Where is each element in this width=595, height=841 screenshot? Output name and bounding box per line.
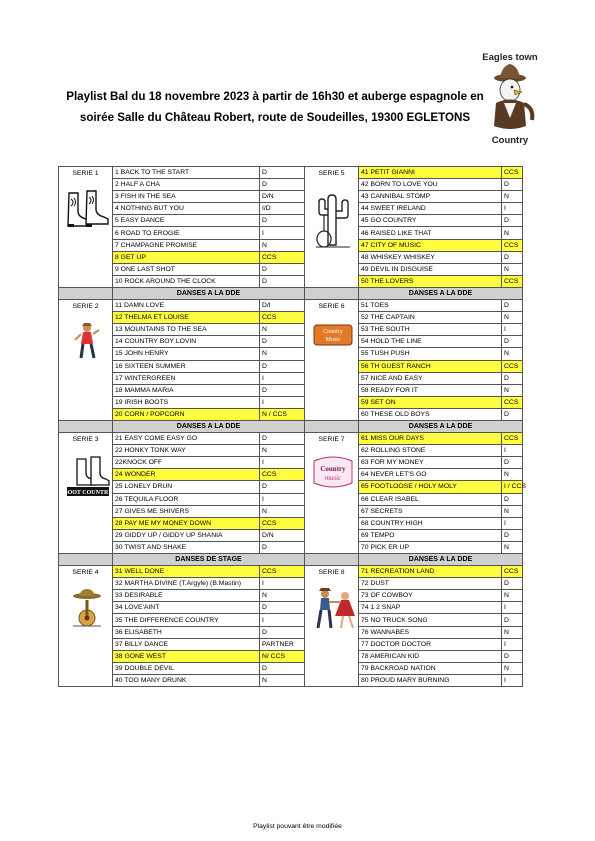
song-title: 17 WINTERGREEN [113, 372, 260, 384]
logo-top-text: Eagles town [482, 52, 538, 63]
footer-note: Playlist pouvant être modifiée [253, 823, 342, 830]
dance-type: I [502, 674, 523, 686]
dance-type: N [502, 505, 523, 517]
table-row [59, 445, 523, 457]
song-title: 50 THE LOVERS [359, 275, 502, 287]
table-row [59, 396, 523, 408]
serie-label [59, 167, 113, 288]
table-row [59, 179, 523, 191]
serie-label [59, 300, 113, 421]
song-title: 71 RECREATION LAND [359, 566, 502, 578]
dance-type: N [260, 239, 305, 251]
song-title: 73 OF COWBOY [359, 590, 502, 602]
dance-type: I [502, 602, 523, 614]
dance-type: D [502, 614, 523, 626]
title-line-1: Playlist Bal du 18 novembre 2023 à partir de 16h30 et auberge espagnole en [66, 90, 484, 103]
song-title: 65 FOOTLOOSE / HOLY MOLY [359, 481, 502, 493]
dance-type: N [502, 626, 523, 638]
playlist-table [58, 166, 526, 687]
table-row [59, 239, 523, 251]
dance-type: N [260, 348, 305, 360]
dance-type: CCS [260, 566, 305, 578]
dance-type: N [502, 227, 523, 239]
song-title: 14 COUNTRY BOY LOVIN [113, 336, 260, 348]
song-title: 79 BACKROAD NATION [359, 662, 502, 674]
dance-type: D [502, 493, 523, 505]
dance-type: N [502, 469, 523, 481]
dance-type: N [502, 263, 523, 275]
song-title: 11 DAMN LOVE [113, 300, 260, 312]
table-row [59, 215, 523, 227]
serie-name: SERIE 4 [72, 569, 99, 577]
country-music-sign-icon [309, 322, 356, 352]
song-title: 80 PROUD MARY BURNING [359, 674, 502, 686]
table-row [59, 578, 523, 590]
table-row [59, 457, 523, 469]
dance-type: D [502, 372, 523, 384]
table-row [59, 336, 523, 348]
song-title: 20 CORN / POPCORN [113, 408, 260, 420]
dance-type: D [260, 481, 305, 493]
song-title: 56 TH GUEST RANCH [359, 360, 502, 372]
dance-type: D [260, 626, 305, 638]
table-row [59, 324, 523, 336]
svg-text:music: music [324, 474, 341, 483]
song-title: 76 WANNABES [359, 626, 502, 638]
dance-type: I [260, 578, 305, 590]
dance-type: CCS [260, 469, 305, 481]
dance-type: I [502, 517, 523, 529]
song-title: 2 HALF A CHA [113, 179, 260, 191]
section-header-row [59, 287, 523, 299]
dance-type: CCS [502, 360, 523, 372]
dance-type: I [260, 614, 305, 626]
song-title: 1 BACK TO THE START [113, 167, 260, 179]
dance-type: N / CCS [260, 408, 305, 420]
serie-label [305, 167, 359, 288]
dance-type: N [502, 348, 523, 360]
dance-type: CCS [502, 167, 523, 179]
song-title: 4 NOTHING BUT YOU [113, 203, 260, 215]
table-row [59, 481, 523, 493]
song-title: 5 EASY DANCE [113, 215, 260, 227]
boot-country-logo-icon [63, 455, 113, 505]
dance-type: D [502, 408, 523, 420]
dance-type: D [260, 336, 305, 348]
table-row [59, 348, 523, 360]
dance-type: CCS [502, 275, 523, 287]
dance-type: CCS [502, 396, 523, 408]
section-header-row [59, 554, 523, 566]
song-title: 12 THELMA ET LOUISE [113, 312, 260, 324]
song-title: 41 PETIT GIANNI [359, 167, 502, 179]
cactus-guitar-icon [309, 189, 356, 257]
song-title: 32 MARTHA DIVINE (T.Argyle) (B.Mastin) [113, 578, 260, 590]
song-title: 57 NICE AND EASY [359, 372, 502, 384]
title-line-2: soirée Salle du Château Robert, route de Soudeilles, 19300 EGLETONS [79, 111, 471, 124]
song-title: 49 DEVIL IN DISGUISE [359, 263, 502, 275]
dance-type: CCS [260, 251, 305, 263]
song-title: 44 SWEET IRELAND [359, 203, 502, 215]
dance-type: I [260, 493, 305, 505]
table-row [59, 312, 523, 324]
song-title: 47 CITY OF MUSIC [359, 239, 502, 251]
dance-type: CCS [502, 239, 523, 251]
song-title: 37 BILLY DANCE [113, 638, 260, 650]
dance-type: D [502, 650, 523, 662]
serie-label [59, 433, 113, 554]
header-gap [305, 554, 359, 566]
song-title: 19 IRISH BOOTS [113, 396, 260, 408]
song-title: 13 MOUNTAINS TO THE SEA [113, 324, 260, 336]
song-title: 22 HONKY TONK WAY [113, 445, 260, 457]
dance-type: N [260, 445, 305, 457]
sign-text-1: Country [322, 329, 343, 336]
dance-type: I [260, 396, 305, 408]
song-title: 6 ROAD TO EROGIE [113, 227, 260, 239]
dance-type: N [502, 662, 523, 674]
header-gap [305, 287, 359, 299]
song-title: 40 TOO MANY DRUNK [113, 674, 260, 686]
dance-type: I [502, 324, 523, 336]
song-title: 8 GET UP [113, 251, 260, 263]
header-gap [59, 287, 113, 299]
serie-label [305, 300, 359, 421]
table-row [59, 541, 523, 553]
table-row [59, 638, 523, 650]
dance-type: D [260, 384, 305, 396]
dance-type: N [502, 312, 523, 324]
song-title: 10 ROCK AROUND THE CLOCK [113, 275, 260, 287]
song-title: 7 CHAMPAGNE PROMISE [113, 239, 260, 251]
song-title: 70 PICK ER UP [359, 541, 502, 553]
table-row [59, 493, 523, 505]
song-title: 66 CLEAR ISABEL [359, 493, 502, 505]
serie-name: SERIE 2 [72, 303, 99, 311]
song-title: 55 TUSH PUSH [359, 348, 502, 360]
song-title: 31 WELL DONE [113, 566, 260, 578]
song-title: 36 ELISABETH [113, 626, 260, 638]
dance-type: D [502, 215, 523, 227]
header-gap [59, 420, 113, 432]
dance-type: D [502, 457, 523, 469]
dance-type: N [502, 541, 523, 553]
table-row [59, 372, 523, 384]
song-title: 52 THE CAPTAIN [359, 312, 502, 324]
dance-type: I [260, 227, 305, 239]
dance-type: D [260, 360, 305, 372]
table-row [59, 650, 523, 662]
table-row [59, 300, 523, 312]
song-title: 38 GONE WEST [113, 650, 260, 662]
dance-type: N [260, 324, 305, 336]
song-title: 24 WONDER [113, 469, 260, 481]
table-row [59, 408, 523, 420]
dance-type: PARTNER [260, 638, 305, 650]
song-title: 46 RAISED LIKE THAT [359, 227, 502, 239]
table-row [59, 263, 523, 275]
dancer-icon [63, 322, 110, 366]
song-title: 59 SET ON [359, 396, 502, 408]
song-title: 78 AMERICAN KID [359, 650, 502, 662]
dance-type: CCS [502, 566, 523, 578]
dance-type: I/D [260, 203, 305, 215]
dance-type: D [260, 167, 305, 179]
dance-type: D [502, 578, 523, 590]
dance-type: D [260, 433, 305, 445]
dance-type: N [502, 590, 523, 602]
song-title: 67 SECRETS [359, 505, 502, 517]
song-title: 33 DESIRABLE [113, 590, 260, 602]
section-header: DANSES A LA DDE [359, 554, 523, 566]
dance-type: D [260, 179, 305, 191]
song-title: 75 NO TRUCK SONG [359, 614, 502, 626]
dance-type: D/N [260, 529, 305, 541]
dance-type: D [260, 215, 305, 227]
dance-type: N [260, 674, 305, 686]
dance-type: CCS [260, 517, 305, 529]
serie-name: SERIE 5 [318, 170, 345, 177]
song-title: 21 EASY COME EASY GO [113, 433, 260, 445]
dancing-couple-icon [309, 588, 356, 636]
song-title: 58 READY FOR IT [359, 384, 502, 396]
dance-type: D [260, 602, 305, 614]
table-row [59, 433, 523, 445]
song-title: 27 GIVES ME SHIVERS [113, 505, 260, 517]
song-title: 72 DUST [359, 578, 502, 590]
table-row [59, 626, 523, 638]
table-row [59, 275, 523, 287]
dance-type: D [260, 541, 305, 553]
song-title: 60 THESE OLD BOYS [359, 408, 502, 420]
dance-type: D [502, 336, 523, 348]
table-row [59, 227, 523, 239]
serie-label [305, 566, 359, 687]
dance-type: N/ CCS [260, 650, 305, 662]
section-header: DANSES DE STAGE [113, 554, 305, 566]
dance-type: D [260, 263, 305, 275]
dance-type: CCS [502, 433, 523, 445]
boot-country-text: BOOT COUNTRY [63, 490, 113, 497]
dance-type: D [260, 662, 305, 674]
table-row [59, 203, 523, 215]
cowboy-boots-icon [63, 189, 110, 233]
song-title: 45 GO COUNTRY [359, 215, 502, 227]
header-gap [59, 554, 113, 566]
table-row [59, 614, 523, 626]
table-row [59, 251, 523, 263]
table-row [59, 167, 523, 179]
dance-type: I [502, 445, 523, 457]
table-row [59, 505, 523, 517]
table-row [59, 360, 523, 372]
section-header: DANSES A LA DDE [113, 287, 305, 299]
table-row [59, 517, 523, 529]
song-title: 77 DOCTOR DOCTOR [359, 638, 502, 650]
header-gap [305, 420, 359, 432]
serie-name: SERIE 6 [318, 303, 345, 311]
serie-name: SERIE 3 [72, 436, 99, 444]
dance-type: I [502, 638, 523, 650]
song-title: 3 FISH IN THE SEA [113, 191, 260, 203]
dance-type: N [260, 590, 305, 602]
song-title: 63 FOR MY MONEY [359, 457, 502, 469]
dance-type: CCS [260, 312, 305, 324]
table-row [59, 566, 523, 578]
song-title: 28 PAY ME MY MONEY DOWN [113, 517, 260, 529]
dance-type: D [260, 275, 305, 287]
song-title: 54 HOLD THE LINE [359, 336, 502, 348]
table-row [59, 662, 523, 674]
song-title: 53 THE SOUTH [359, 324, 502, 336]
guitar-hat-icon [63, 588, 110, 632]
dance-type: D [502, 300, 523, 312]
song-title: 9 ONE LAST SHOT [113, 263, 260, 275]
song-title: 42 BORN TO LOVE YOU [359, 179, 502, 191]
section-header: DANSES A LA DDE [359, 420, 523, 432]
table-row [59, 590, 523, 602]
dance-type: I [502, 203, 523, 215]
song-title: 68 COUNTRY HIGH [359, 517, 502, 529]
song-title: 69 TEMPO [359, 529, 502, 541]
dance-type: N [502, 191, 523, 203]
dance-type: D/I [260, 300, 305, 312]
svg-text:Country: Country [319, 465, 346, 474]
dance-type: D [502, 179, 523, 191]
song-title: 18 MAMMA MARIA [113, 384, 260, 396]
song-title: 15 JOHN HENRY [113, 348, 260, 360]
song-title: 74 1 2 SNAP [359, 602, 502, 614]
sign-text-2: Music [325, 337, 340, 344]
song-title: 48 WHISKEY WHISKEY [359, 251, 502, 263]
song-title: 43 CANNIBAL STOMP [359, 191, 502, 203]
table-row [59, 384, 523, 396]
song-title: 61 MISS OUR DAYS [359, 433, 502, 445]
dance-type: D [502, 529, 523, 541]
table-row [59, 469, 523, 481]
song-title: 64 NEVER LET'S GO [359, 469, 502, 481]
table-row [59, 191, 523, 203]
section-header: DANSES A LA DDE [359, 287, 523, 299]
song-title: 22KNOCK OFF [113, 457, 260, 469]
serie-label [305, 433, 359, 554]
page-title [40, 86, 510, 128]
country-music-badge-icon [309, 455, 356, 493]
dance-type: I [260, 372, 305, 384]
song-title: 25 LONELY DRUN [113, 481, 260, 493]
song-title: 30 TWIST AND SHAKE [113, 541, 260, 553]
dance-type: I / CCS [502, 481, 523, 493]
dance-type: D [502, 251, 523, 263]
song-title: 35 THE DIFFERENCE COUNTRY [113, 614, 260, 626]
song-title: 16 SIXTEEN SUMMER [113, 360, 260, 372]
serie-name: SERIE 1 [72, 170, 99, 177]
dance-type: I [260, 457, 305, 469]
song-title: 34 LOVE'AINT [113, 602, 260, 614]
dance-type: N [502, 384, 523, 396]
table-row [59, 674, 523, 686]
table-row [59, 602, 523, 614]
dance-type: D/N [260, 191, 305, 203]
dance-type: N [260, 505, 305, 517]
table-row [59, 529, 523, 541]
logo-bottom-text: Country [491, 135, 529, 146]
serie-name: SERIE 8 [318, 569, 345, 577]
serie-name: SERIE 7 [318, 436, 345, 444]
eagles-town-country-logo [470, 48, 550, 148]
song-title: 62 ROLLING STONE [359, 445, 502, 457]
song-title: 51 TOES [359, 300, 502, 312]
section-header: DANSES A LA DDE [113, 420, 305, 432]
song-title: 39 DOUBLE DEVIL [113, 662, 260, 674]
song-title: 29 GIDDY UP / GIDDY UP SHANIA [113, 529, 260, 541]
song-title: 26 TEQUILA FLOOR [113, 493, 260, 505]
section-header-row [59, 420, 523, 432]
serie-label [59, 566, 113, 687]
